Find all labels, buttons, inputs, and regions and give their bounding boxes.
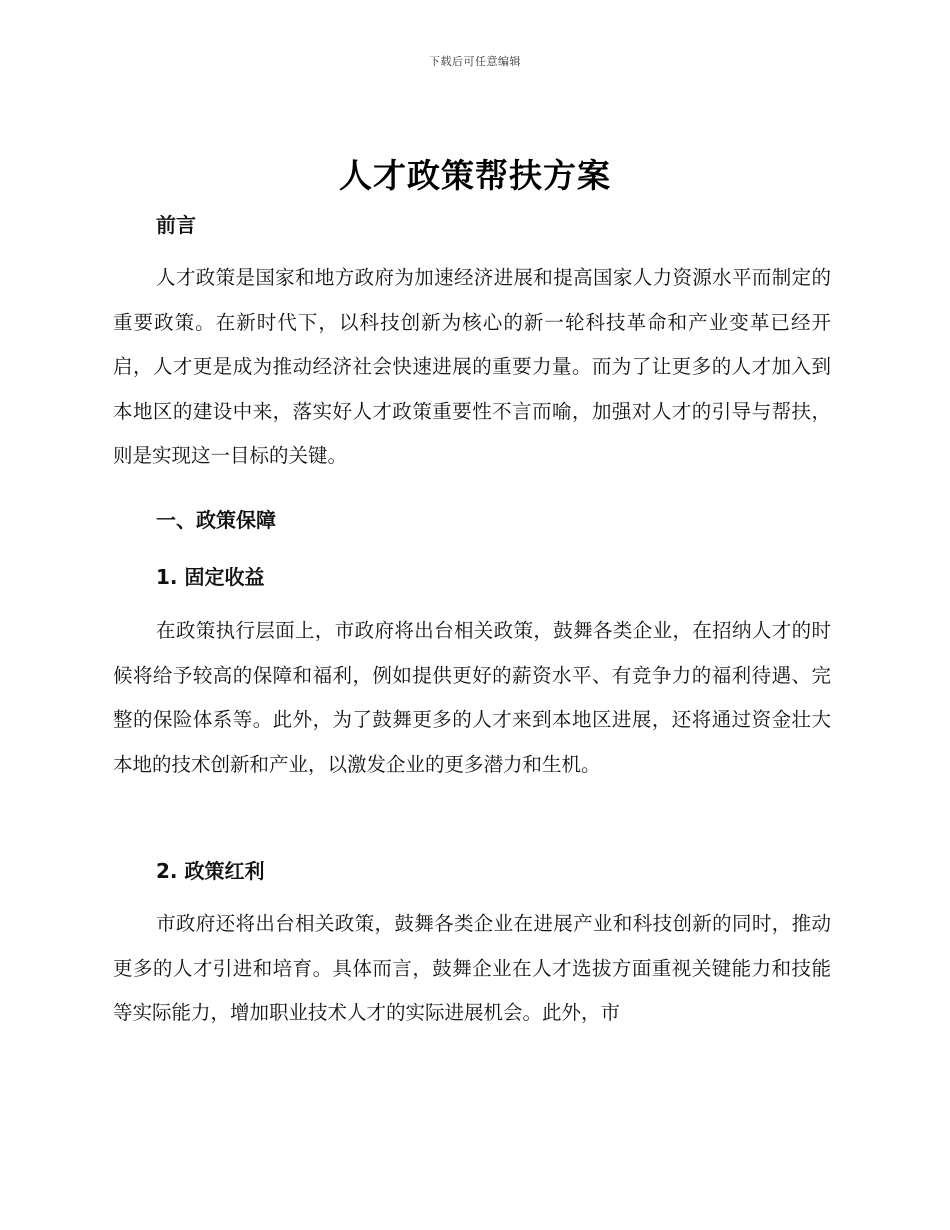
- document-title: 人才政策帮扶方案: [339, 156, 611, 195]
- page-header-note: 下载后可任意编辑: [429, 55, 521, 68]
- fixed-income-paragraph: 在政策执行层面上，市政府将出台相关政策，鼓舞各类企业，在招纳人才的时候将给予较高的保障和福利，例如提供更好的薪资水平、有竞争力的福利待遇、完整的保险体系等。此外，为了鼓舞更多的人才来到本地区进展，还将通过资金壮大本地的技术创新和产业，以激发企业的更多潜力和生机。: [113, 619, 831, 776]
- preface-paragraph: 人才政策是国家和地方政府为加速经济进展和提高国家人力资源水平而制定的重要政策。在新时代下，以科技创新为核心的新一轮科技革命和产业变革已经开启，人才更是成为推动经济社会快速进展的重要力量。而为了让更多的人才加入到本地区的建设中来，落实好人才政策重要性不言而喻，加强对人才的引导与帮扶，则是实现这一目标的关键。: [113, 266, 831, 467]
- preface-heading: 前言: [156, 213, 196, 237]
- section-policy-guarantee-heading: 一、政策保障: [156, 508, 276, 532]
- policy-dividend-paragraph: 市政府还将出台相关政策，鼓舞各类企业在进展产业和科技创新的同时，推动更多的人才引进和培育。具体而言，鼓舞企业在人才选拔方面重视关键能力和技能等实际能力，增加职业技术人才的实际进展机会。此外，市: [113, 912, 831, 1024]
- subsection-policy-dividend-heading: 2. 政策红利: [156, 859, 265, 883]
- subsection-fixed-income-heading: 1. 固定收益: [156, 565, 265, 589]
